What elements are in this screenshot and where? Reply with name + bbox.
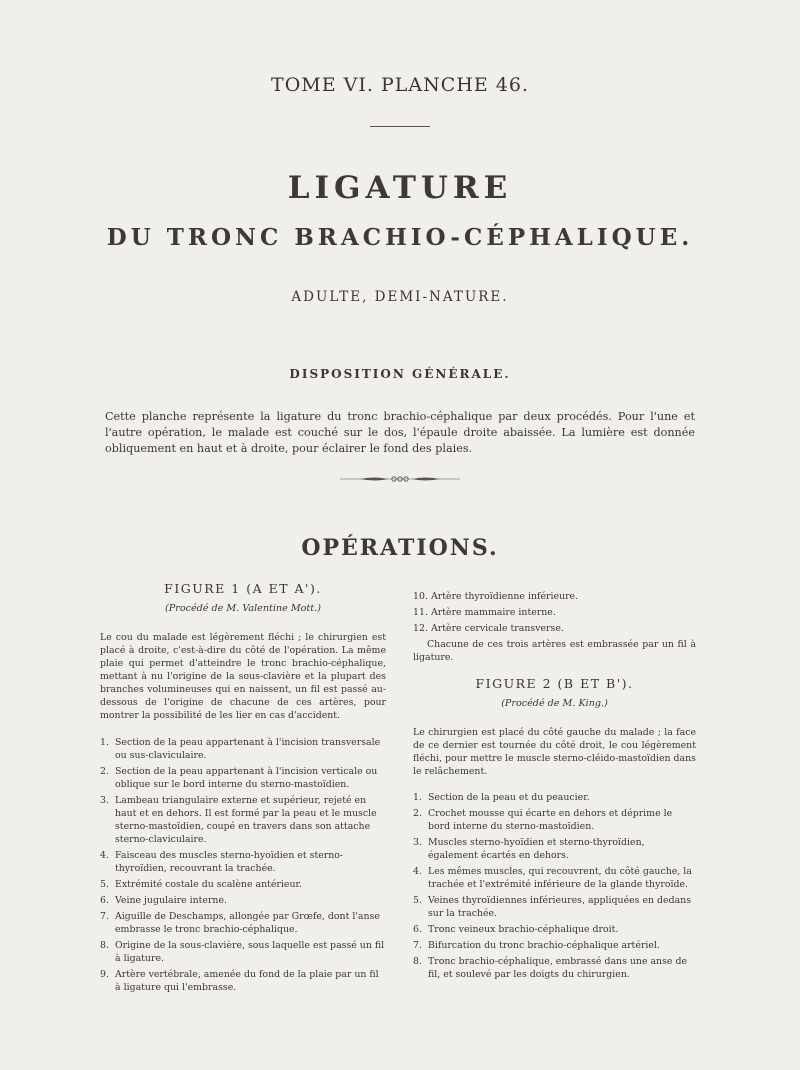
list-item: 9. Artère vertébrale, amenée du fond de la plaie par un fil à ligature qui l'embrasse. bbox=[100, 969, 379, 993]
list-item: 8. Tronc brachio-céphalique, embrassé dans une anse de fil, et soulevé par les doigts du chirurgien. bbox=[413, 956, 687, 980]
list-item: 5. Veines thyroïdiennes inférieures, appliquées en dedans sur la trachée. bbox=[413, 895, 692, 919]
list-item: 8. Origine de la sous-clavière, sous laquelle est passé un fil à ligature. bbox=[100, 940, 385, 964]
list-item: 1. Section de la peau appartenant à l'incision transversale ou sus-claviculaire. bbox=[100, 737, 381, 761]
list-item: 7. Aiguille de Deschamps, allongée par Grœfe, dont l'anse embrasse le tronc brachio-céphalique. bbox=[100, 911, 380, 935]
figure2-heading: FIGURE 2 (B ET B'). bbox=[475, 676, 634, 691]
list-item: 10. Artère thyroïdienne inférieure. bbox=[413, 591, 579, 602]
main-title-line2: DU TRONC BRACHIO-CÉPHALIQUE. bbox=[106, 224, 694, 251]
list-item: 1. Section de la peau et du peaucier. bbox=[413, 792, 590, 803]
list-item: 6. Tronc veineux brachio-céphalique droit. bbox=[413, 924, 619, 935]
list-item: 3. Lambeau triangulaire externe et supérieur, rejeté en haut et en dehors. Il est formé par la peau et le muscle sterno-mastoïdien, coupé en travers dans son attache sterno-claviculaire. bbox=[100, 795, 377, 845]
figure1-legend-continued bbox=[413, 590, 696, 635]
tome-heading: TOME VI. PLANCHE 46. bbox=[271, 74, 529, 96]
list-item: 12. Artère cervicale transverse. bbox=[413, 623, 564, 634]
right-column bbox=[413, 590, 696, 984]
ornament-divider bbox=[340, 473, 460, 485]
general-text: Cette planche représente la ligature du tronc brachio-céphalique par deux procédés. Pour l'une et l'autre opération, le malade est couché sur le dos, l'épaule droite abaissée. La lumière est donnée obliquement en haut et à droite, pour éclairer le fond des plaies. bbox=[105, 410, 695, 456]
list-item: 4. Faisceau des muscles sterno-hyoïdien et sterno-thyroïdien, recouvrant la trachée. bbox=[100, 850, 344, 874]
list-item: 11. Artère mammaire interne. bbox=[413, 607, 556, 618]
header-rule bbox=[370, 126, 430, 127]
figure1-text: Le cou du malade est légèrement fléchi ; le chirurgien est placé à droite, c'est-à-dire du côté de l'opération. La même plaie qui permet d'atteindre le tronc brachio-céphalique, mettant à nu l'origine de la sous-clavière et la plupart des branches volumineuses qui en naissent, un fil est passé au-dessous de l'origine de chacune de ces artères, pour montrer la possibilité de les lier en cas d'accident. bbox=[100, 632, 386, 721]
figure1-legend bbox=[100, 736, 386, 994]
left-column bbox=[100, 582, 386, 997]
figure2-text: Le chirurgien est placé du côté gauche du malade ; la face de ce dernier est tournée du côté droit, le cou légèrement fléchi, pour mettre le muscle sterno-cléido-mastoïdien dans le relâchement. bbox=[413, 727, 696, 777]
main-title: LIGATURE bbox=[287, 170, 513, 206]
list-item: 3. Muscles sterno-hyoïdien et sterno-thyroïdien, également écartés en dehors. bbox=[413, 837, 645, 861]
list-item: 5. Extrémité costale du scalène antérieur. bbox=[100, 879, 302, 890]
list-item: 2. Crochet mousse qui écarte en dehors et déprime le bord interne du sterno-mastoïdien. bbox=[413, 808, 673, 832]
list-item: 2. Section de la peau appartenant à l'incision verticale ou oblique sur le bord interne du sterno-mastoïdien. bbox=[100, 766, 378, 790]
figure2-author: (Procédé de M. King.) bbox=[501, 698, 608, 709]
list-item: 4. Les mêmes muscles, qui recouvrent, du côté gauche, la trachée et l'extrémité inférieure de la glande thyroïde. bbox=[413, 866, 692, 890]
figure2-legend bbox=[413, 791, 696, 981]
operations-heading: OPÉRATIONS. bbox=[301, 535, 499, 561]
subtitle: ADULTE, DEMI-NATURE. bbox=[291, 289, 509, 305]
general-heading: DISPOSITION GÉNÉRALE. bbox=[289, 367, 511, 381]
figure1-author: (Procédé de M. Valentine Mott.) bbox=[165, 603, 321, 614]
figure1-heading: FIGURE 1 (A ET A'). bbox=[164, 581, 322, 596]
list-item: 6. Veine jugulaire interne. bbox=[100, 895, 227, 906]
figure1-note: Chacune de ces trois artères est embrassée par un fil à ligature. bbox=[413, 639, 696, 663]
list-item: 7. Bifurcation du tronc brachio-céphalique artériel. bbox=[413, 940, 660, 951]
